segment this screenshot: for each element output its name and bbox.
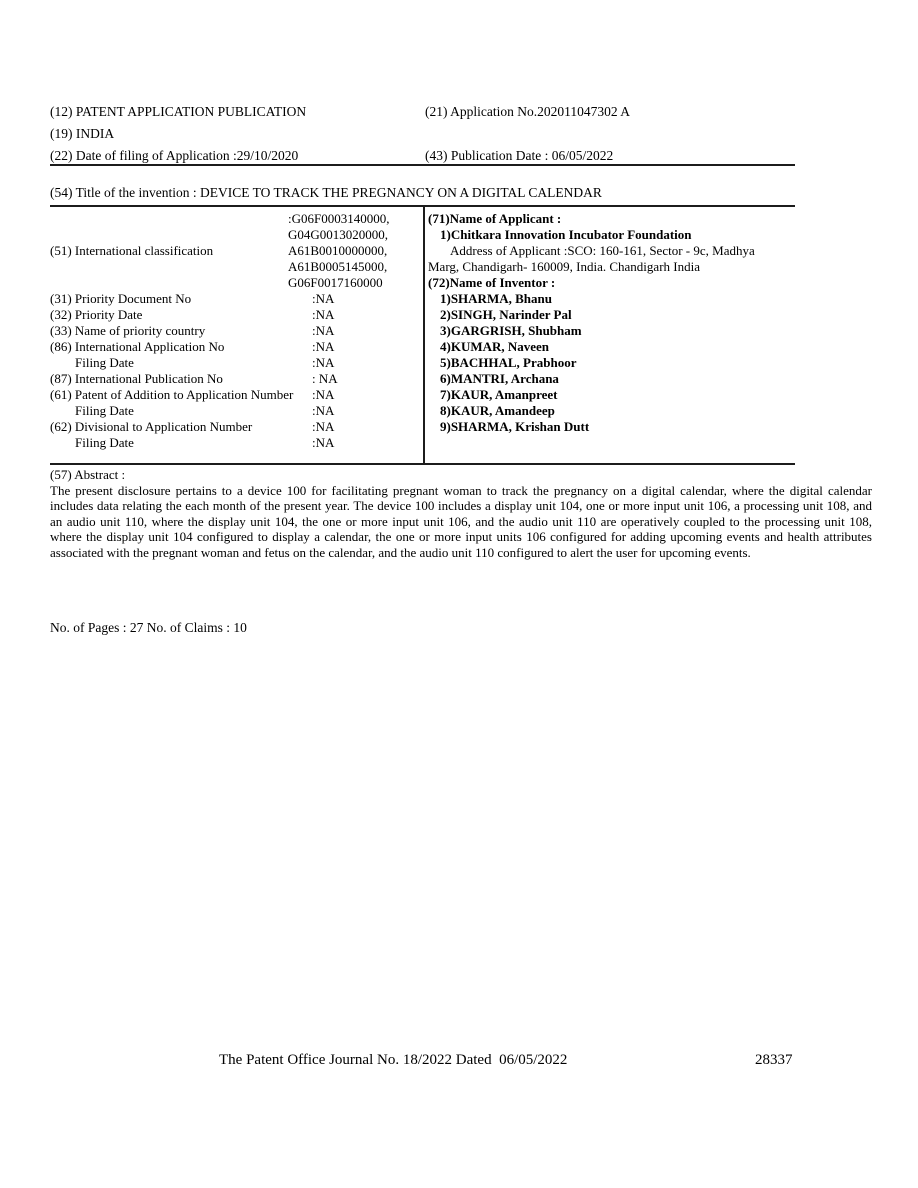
field-19-country: (19) INDIA <box>50 126 115 141</box>
table-row <box>50 387 423 403</box>
field-21-application-number: (21) Application No.202011047302 A <box>425 104 630 119</box>
classification-code: :G06F0003140000, <box>288 211 390 226</box>
row-value: :NA <box>312 403 335 418</box>
row-value: :NA <box>312 339 335 354</box>
field-43-publication-date: (43) Publication Date : 06/05/2022 <box>425 148 614 163</box>
horizontal-rule-header <box>50 164 795 166</box>
row-label: Filing Date <box>75 435 134 450</box>
pages-claims-line: No. of Pages : 27 No. of Claims : 10 <box>50 620 247 635</box>
bibliographic-table <box>50 207 795 463</box>
inventor-name: 7)KAUR, Amanpreet <box>440 387 558 402</box>
inventor-name: 2)SINGH, Narinder Pal <box>440 307 572 322</box>
row-value: :NA <box>312 323 335 338</box>
row-value: :NA <box>312 355 335 370</box>
table-row <box>50 435 423 451</box>
abstract-section <box>50 467 872 561</box>
row-label: (87) International Publication No <box>50 371 223 386</box>
document-header <box>50 101 872 167</box>
applicant-heading: (71)Name of Applicant : <box>428 211 562 226</box>
invention-title: (54) Title of the invention : DEVICE TO TRACK THE PREGNANCY ON A DIGITAL CALENDAR <box>50 185 602 200</box>
bibliographic-left-column <box>50 207 423 463</box>
inventor-name: 8)KAUR, Amandeep <box>440 403 555 418</box>
classification-code: A61B0010000000, <box>288 243 388 258</box>
inventor-name: 4)KUMAR, Naveen <box>440 339 550 354</box>
table-row <box>50 371 423 387</box>
journal-page-number: 28337 <box>755 1052 793 1068</box>
classification-row <box>50 211 423 291</box>
table-row <box>50 355 423 371</box>
journal-footer-line: The Patent Office Journal No. 18/2022 Dated 06/05/2022 <box>219 1052 568 1068</box>
inventor-heading: (72)Name of Inventor : <box>428 275 556 290</box>
row-label: (61) Patent of Addition to Application Number <box>50 387 294 402</box>
classification-code: G04G0013020000, <box>288 227 389 242</box>
row-value: :NA <box>312 387 335 402</box>
row-label: Filing Date <box>75 403 134 418</box>
abstract-text: The present disclosure pertains to a device 100 for facilitating pregnant woman to track the pregnancy on a digital calendar, where the digital calendar includes data relating the each month of the present year. The device 100 includes a display unit 104, one or more input unit 106, a processing unit 108, and an audio unit 110, where the display unit 104, the one or more input unit 106, and the audio unit 110 are operatively coupled to the processing unit 108, where the display unit 104 configured to display a calendar, the one or more input units 106 configured for adding upcoming events and health attributes associated with the pregnant woman and fetus on the calendar, and the audio unit 110 configured to alert the user for upcoming events. <box>50 482 872 560</box>
table-row <box>50 323 423 339</box>
table-row <box>50 403 423 419</box>
inventor-name: 6)MANTRI, Archana <box>440 371 559 386</box>
header-spacer <box>425 123 872 145</box>
table-row <box>50 307 423 323</box>
row-value: :NA <box>312 419 335 434</box>
inventor-name: 3)GARGRISH, Shubham <box>440 323 582 338</box>
row-value: :NA <box>312 307 335 322</box>
classification-label: (51) International classification <box>50 243 214 258</box>
classification-values <box>288 211 389 291</box>
classification-code: G06F0017160000 <box>288 275 383 290</box>
applicant-address-line1: Address of Applicant :SCO: 160-161, Sector - 9c, Madhya <box>450 243 755 258</box>
row-label: (32) Priority Date <box>50 307 143 322</box>
field-22-filing-date: (22) Date of filing of Application :29/10/2020 <box>50 148 299 163</box>
inventor-name: 5)BACHHAL, Prabhoor <box>440 355 577 370</box>
horizontal-rule-abstract <box>50 463 795 465</box>
abstract-heading: (57) Abstract : <box>50 467 126 482</box>
table-row <box>50 291 423 307</box>
classification-code: A61B0005145000, <box>288 259 388 274</box>
row-label: (31) Priority Document No <box>50 291 192 306</box>
applicant-name: 1)Chitkara Innovation Incubator Foundation <box>440 227 692 242</box>
applicant-address-line2: Marg, Chandigarh- 160009, India. Chandigarh India <box>428 259 700 274</box>
row-value: :NA <box>312 291 335 306</box>
inventor-name: 1)SHARMA, Bhanu <box>440 291 552 306</box>
row-value: :NA <box>312 435 335 450</box>
row-value: : NA <box>312 371 338 386</box>
row-label: (86) International Application No <box>50 339 225 354</box>
row-label: Filing Date <box>75 355 134 370</box>
row-label: (62) Divisional to Application Number <box>50 419 253 434</box>
row-label: (33) Name of priority country <box>50 323 206 338</box>
applicant-inventor-column <box>425 207 795 463</box>
table-row <box>50 419 423 435</box>
field-12-publication-type: (12) PATENT APPLICATION PUBLICATION <box>50 104 307 119</box>
inventor-name: 9)SHARMA, Krishan Dutt <box>440 419 590 434</box>
table-row <box>50 339 423 355</box>
